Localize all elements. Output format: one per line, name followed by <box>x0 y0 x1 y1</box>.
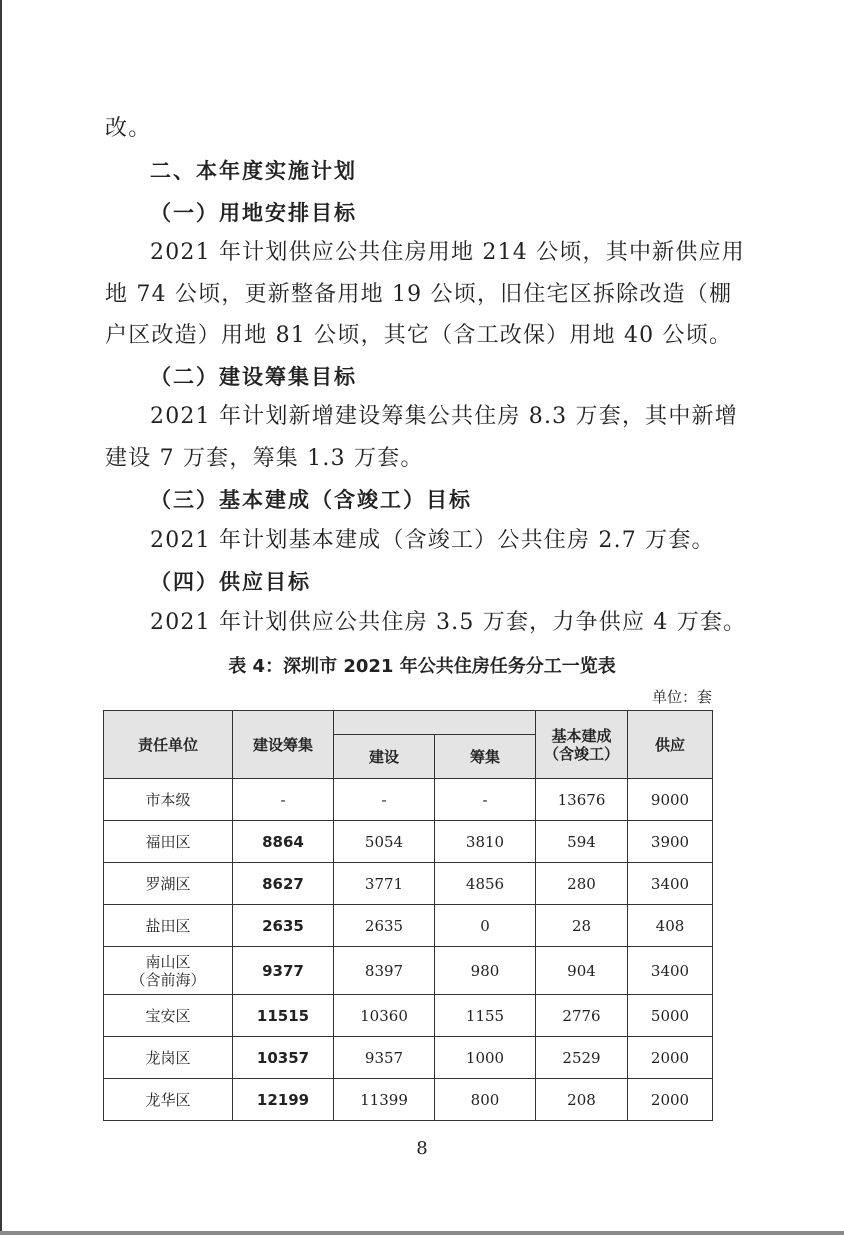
table-row <box>104 1037 713 1079</box>
paragraph-line: 2021 年计划新增建设筹集公共住房 8.3 万套，其中新增 <box>150 404 738 429</box>
header-completed <box>536 711 628 779</box>
table-row <box>104 905 713 947</box>
cell-supply: 3400 <box>628 863 713 905</box>
cell-completed: 208 <box>536 1079 628 1121</box>
cell-unit <box>104 947 233 995</box>
task-allocation-table <box>103 710 713 1121</box>
cell-raise: 4856 <box>435 863 536 905</box>
cell-unit: 福田区 <box>104 821 233 863</box>
subsection-heading-completion: （三）基本建成（含竣工）目标 <box>150 488 472 512</box>
cell-total: 11515 <box>233 995 334 1037</box>
cell-supply: 2000 <box>628 1079 713 1121</box>
cell-build: 10360 <box>334 995 435 1037</box>
cell-total: - <box>233 779 334 821</box>
cell-unit-subname: （含前海） <box>130 970 206 989</box>
page-edge-left <box>0 0 2 1235</box>
header-supply: 供应 <box>628 711 713 779</box>
cell-total: 8864 <box>233 821 334 863</box>
cell-completed: 594 <box>536 821 628 863</box>
cell-completed: 2776 <box>536 995 628 1037</box>
page-edge-bottom <box>0 1231 844 1235</box>
cell-supply: 9000 <box>628 779 713 821</box>
cell-total: 10357 <box>233 1037 334 1079</box>
cell-supply: 2000 <box>628 1037 713 1079</box>
cell-build: - <box>334 779 435 821</box>
cell-supply: 3400 <box>628 947 713 995</box>
cell-total: 12199 <box>233 1079 334 1121</box>
cell-completed: 28 <box>536 905 628 947</box>
cell-unit: 盐田区 <box>104 905 233 947</box>
header-responsible-unit: 责任单位 <box>104 711 233 779</box>
section-heading: 二、本年度实施计划 <box>150 159 357 183</box>
cell-raise: 3810 <box>435 821 536 863</box>
cell-raise: 1000 <box>435 1037 536 1079</box>
paragraph-line: 2021 年计划基本建成（含竣工）公共住房 2.7 万套。 <box>150 528 715 553</box>
cell-build: 2635 <box>334 905 435 947</box>
cell-completed: 280 <box>536 863 628 905</box>
paragraph-line: 改。 <box>105 116 152 141</box>
cell-build: 11399 <box>334 1079 435 1121</box>
subsection-heading-build: （二）建设筹集目标 <box>150 365 357 389</box>
cell-completed: 904 <box>536 947 628 995</box>
cell-supply: 5000 <box>628 995 713 1037</box>
cell-unit: 罗湖区 <box>104 863 233 905</box>
cell-unit-name: 南山区 <box>145 952 191 971</box>
table-caption: 表 4：深圳市 2021 年公共住房任务分工一览表 <box>228 656 616 677</box>
header-raise: 筹集 <box>435 735 536 779</box>
cell-raise: - <box>435 779 536 821</box>
cell-total: 9377 <box>233 947 334 995</box>
table-row <box>104 863 713 905</box>
cell-supply: 408 <box>628 905 713 947</box>
paragraph-line: 2021 年计划供应公共住房用地 214 公顷，其中新供应用 <box>150 240 745 265</box>
cell-raise: 800 <box>435 1079 536 1121</box>
header-completed-line2: （含竣工） <box>543 744 619 763</box>
header-build-raise: 建设筹集 <box>233 711 334 779</box>
paragraph-line: 户区改造）用地 81 公顷，其它（含工改保）用地 40 公顷。 <box>105 323 733 348</box>
cell-unit: 市本级 <box>104 779 233 821</box>
table-row <box>104 995 713 1037</box>
cell-unit: 宝安区 <box>104 995 233 1037</box>
cell-build: 3771 <box>334 863 435 905</box>
cell-total: 2635 <box>233 905 334 947</box>
cell-raise: 980 <box>435 947 536 995</box>
header-completed-line1: 基本建成 <box>551 726 612 745</box>
table-row <box>104 821 713 863</box>
cell-completed: 2529 <box>536 1037 628 1079</box>
cell-total: 8627 <box>233 863 334 905</box>
table-row <box>104 1079 713 1121</box>
cell-unit: 龙岗区 <box>104 1037 233 1079</box>
subsection-heading-supply: （四）供应目标 <box>150 570 311 594</box>
paragraph-line: 建设 7 万套，筹集 1.3 万套。 <box>105 446 424 471</box>
subsection-heading-land: （一）用地安排目标 <box>150 201 357 225</box>
table-unit-label: 单位：套 <box>651 688 712 706</box>
paragraph-line: 2021 年计划供应公共住房 3.5 万套，力争供应 4 万套。 <box>150 610 747 635</box>
cell-completed: 13676 <box>536 779 628 821</box>
cell-build: 5054 <box>334 821 435 863</box>
cell-supply: 3900 <box>628 821 713 863</box>
cell-raise: 1155 <box>435 995 536 1037</box>
header-build: 建设 <box>334 735 435 779</box>
cell-unit: 龙华区 <box>104 1079 233 1121</box>
table-row <box>104 947 713 995</box>
cell-build: 8397 <box>334 947 435 995</box>
cell-raise: 0 <box>435 905 536 947</box>
cell-build: 9357 <box>334 1037 435 1079</box>
header-build-raise-group <box>334 711 536 735</box>
page-number: 8 <box>416 1138 428 1159</box>
table-row <box>104 779 713 821</box>
paragraph-line: 地 74 公顷，更新整备用地 19 公顷，旧住宅区拆除改造（棚 <box>105 282 733 307</box>
